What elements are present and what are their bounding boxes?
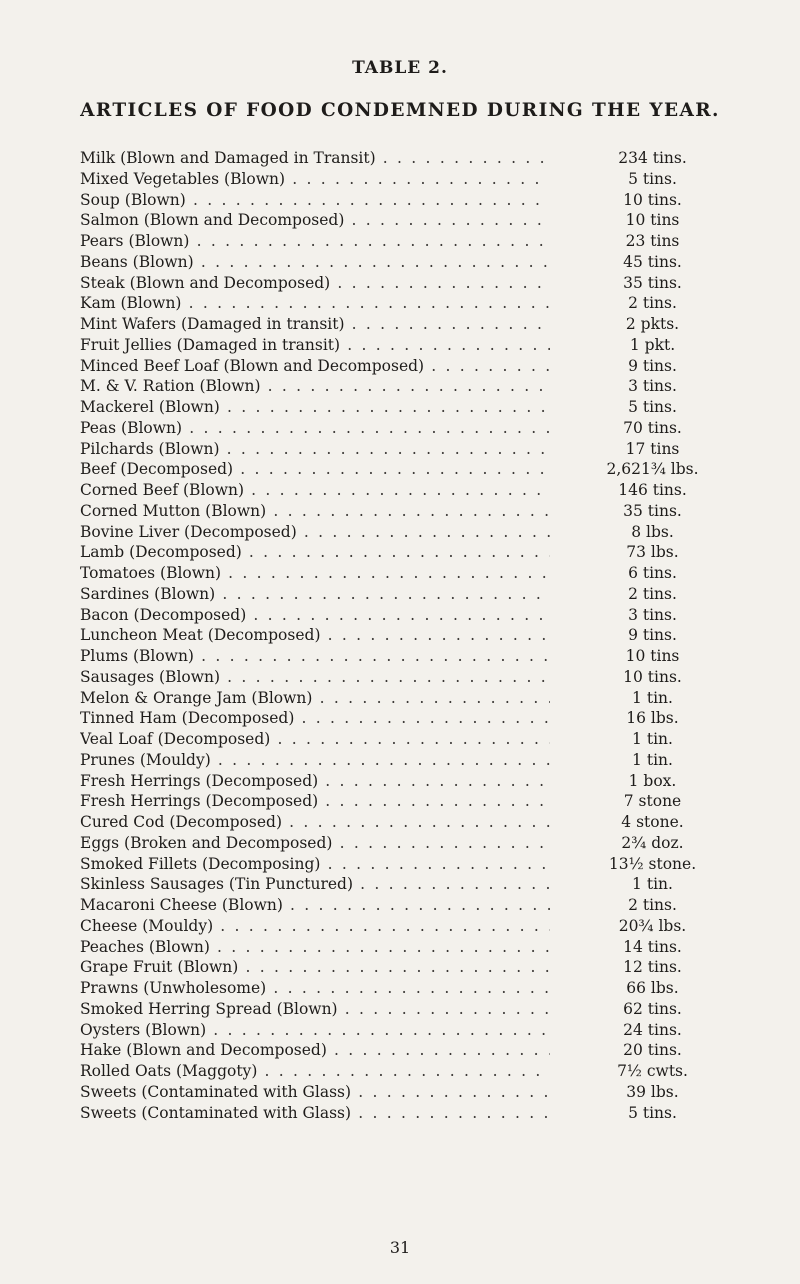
list-item [80, 190, 716, 211]
list-item [80, 335, 716, 356]
list-item [80, 397, 716, 418]
food-item-name: Plums (Blown) . . . [80, 646, 550, 667]
food-item-quantity: 8 lbs. [631, 522, 674, 541]
food-item-name: Hake (Blown and Decomposed) . . . [80, 1040, 550, 1061]
list-item [80, 501, 716, 522]
condemned-food-list [80, 148, 716, 1123]
food-item-quantity: 2 tins. [628, 584, 677, 603]
list-item [80, 833, 716, 854]
food-item-name: Kam (Blown) . . . [80, 293, 550, 314]
food-item-name: Corned Beef (Blown) . . . [80, 480, 550, 501]
food-item-quantity: 1 tin. [632, 730, 673, 748]
list-item [80, 978, 716, 999]
list-item [80, 937, 716, 958]
food-item-name: Fresh Herrings (Decomposed) . . . [80, 791, 550, 812]
food-item-quantity: 10 tins. [623, 190, 682, 209]
food-item-name: Cured Cod (Decomposed) . . . [80, 812, 550, 833]
list-item [80, 542, 716, 563]
food-item-quantity: 10 tins [625, 211, 680, 230]
food-item-name: Bacon (Decomposed) . . . [80, 605, 550, 626]
list-item [80, 854, 716, 875]
food-item-quantity: 2 pkts. [625, 315, 680, 333]
list-item [80, 584, 716, 605]
list-item [80, 729, 716, 750]
food-item-quantity: 3 tins. [628, 605, 677, 624]
list-item [80, 1103, 716, 1124]
list-item [80, 916, 716, 937]
food-item-quantity: 4 stone. [621, 813, 684, 831]
list-item [80, 252, 716, 273]
food-item-quantity: 24 tins. [623, 1020, 682, 1039]
list-item [80, 895, 716, 916]
food-item-name: Mixed Vegetables (Blown) . . . [80, 169, 550, 190]
food-item-name: Pilchards (Blown) . . . [80, 439, 550, 460]
list-item [80, 667, 716, 688]
food-item-quantity: 9 tins. [628, 356, 677, 375]
food-item-quantity: 20 tins. [623, 1041, 682, 1060]
food-item-name: Salmon (Blown and Decomposed) . . . [80, 210, 550, 231]
list-item [80, 708, 716, 729]
page-heading: ARTICLES OF FOOD CONDEMNED DURING THE YEAR. [80, 100, 720, 121]
food-item-name: Skinless Sausages (Tin Punctured) . . . [80, 874, 550, 895]
list-item [80, 314, 716, 335]
list-item [80, 522, 716, 543]
food-item-name: Tomatoes (Blown) . . . [80, 563, 550, 584]
list-item [80, 999, 716, 1020]
food-item-name: Corned Mutton (Blown) . . . [80, 501, 550, 522]
list-item [80, 812, 716, 833]
food-item-quantity: 10 tins [625, 647, 680, 665]
food-item-quantity: 23 tins [625, 232, 680, 250]
food-item-name: Luncheon Meat (Decomposed) . . . [80, 625, 550, 646]
food-item-name: Eggs (Broken and Decomposed) . . . [80, 833, 550, 854]
food-item-quantity: 6 tins. [628, 564, 677, 582]
food-item-quantity: 5 tins. [628, 169, 677, 188]
food-item-quantity: 1 tin. [632, 750, 673, 769]
list-item [80, 771, 716, 792]
food-item-name: M. & V. Ration (Blown) . . . [80, 376, 550, 397]
list-item [80, 957, 716, 978]
list-item [80, 791, 716, 812]
food-item-quantity: 1 pkt. [629, 335, 676, 354]
list-item [80, 418, 716, 439]
food-item-quantity: 35 tins. [623, 273, 682, 292]
food-item-quantity: 73 lbs. [626, 543, 679, 562]
food-item-name: Lamb (Decomposed) . . . [80, 542, 550, 563]
food-item-name: Pears (Blown) . . . [80, 231, 550, 252]
list-item [80, 376, 716, 397]
list-item [80, 356, 716, 377]
list-item [80, 1020, 716, 1041]
food-item-quantity: 146 tins. [618, 481, 687, 499]
food-item-name: Beef (Decomposed) . . . [80, 459, 550, 480]
food-item-name: Macaroni Cheese (Blown) . . . [80, 895, 550, 916]
list-item [80, 688, 716, 709]
list-item [80, 750, 716, 771]
table-label: TABLE 2. [352, 58, 448, 78]
food-item-name: Melon & Orange Jam (Blown) . . . [80, 688, 550, 709]
list-item [80, 293, 716, 314]
list-item [80, 439, 716, 460]
food-item-quantity: 17 tins [625, 439, 680, 458]
list-item [80, 563, 716, 584]
food-item-name: Prawns (Unwholesome) . . . [80, 978, 550, 999]
page-number: 31 [389, 1238, 411, 1257]
food-item-name: Milk (Blown and Damaged in Transit) . . . [80, 148, 550, 169]
food-item-quantity: 1 tin. [632, 875, 673, 894]
food-item-name: Prunes (Mouldy) . . . [80, 750, 550, 771]
food-item-quantity: 9 tins. [628, 626, 677, 645]
food-item-quantity: 70 tins. [623, 418, 682, 437]
food-item-name: Rolled Oats (Maggoty) . . . [80, 1061, 550, 1082]
food-item-quantity: 7 stone [623, 792, 682, 811]
food-item-name: Veal Loaf (Decomposed) . . . [80, 729, 550, 750]
list-item [80, 1082, 716, 1103]
food-item-name: Smoked Fillets (Decomposing) . . . [80, 854, 550, 875]
food-item-name: Fresh Herrings (Decomposed) . . . [80, 771, 550, 792]
food-item-quantity: 234 tins. [618, 149, 687, 167]
food-item-quantity: 39 lbs. [626, 1082, 679, 1101]
food-item-quantity: 20¾ lbs. [618, 916, 687, 935]
food-item-quantity: 2¾ doz. [621, 833, 684, 852]
food-item-quantity: 1 box. [628, 771, 677, 790]
food-item-name: Minced Beef Loaf (Blown and Decomposed) . . . [80, 356, 550, 377]
list-item [80, 459, 716, 480]
food-item-quantity: 62 tins. [623, 999, 682, 1018]
food-item-quantity: 66 lbs. [626, 979, 679, 997]
food-item-name: Steak (Blown and Decomposed) . . . [80, 273, 550, 294]
list-item [80, 480, 716, 501]
food-item-quantity: 12 tins. [623, 958, 682, 977]
food-item-quantity: 5 tins. [628, 1103, 677, 1122]
food-item-quantity: 2 tins. [628, 294, 677, 313]
list-item [80, 273, 716, 294]
list-item [80, 169, 716, 190]
food-item-name: Oysters (Blown) . . . [80, 1020, 550, 1041]
food-item-quantity: 35 tins. [623, 501, 682, 520]
list-item [80, 210, 716, 231]
food-item-quantity: 16 lbs. [626, 709, 679, 728]
food-item-quantity: 10 tins. [623, 667, 682, 686]
food-item-name: Sweets (Contaminated with Glass) . . . [80, 1082, 550, 1103]
list-item [80, 148, 716, 169]
food-item-quantity: 3 tins. [628, 377, 677, 396]
food-item-quantity: 2,621¾ lbs. [606, 460, 699, 479]
food-item-quantity: 7½ cwts. [617, 1062, 688, 1080]
food-item-name: Fruit Jellies (Damaged in transit) . . . [80, 335, 550, 356]
food-item-name: Smoked Herring Spread (Blown) . . . [80, 999, 550, 1020]
food-item-name: Mackerel (Blown) . . . [80, 397, 550, 418]
list-item [80, 605, 716, 626]
food-item-name: Peas (Blown) . . . [80, 418, 550, 439]
list-item [80, 874, 716, 895]
food-item-name: Sweets (Contaminated with Glass) . . . [80, 1103, 550, 1124]
food-item-name: Bovine Liver (Decomposed) . . . [80, 522, 550, 543]
food-item-name: Soup (Blown) . . . [80, 190, 550, 211]
food-item-quantity: 45 tins. [623, 252, 682, 271]
food-item-quantity: 14 tins. [623, 937, 682, 956]
list-item [80, 625, 716, 646]
food-item-name: Sausages (Blown) . . . [80, 667, 550, 688]
food-item-quantity: 2 tins. [628, 896, 677, 914]
food-item-quantity: 5 tins. [628, 398, 677, 416]
list-item [80, 1061, 716, 1082]
food-item-name: Peaches (Blown) . . . [80, 937, 550, 958]
food-item-name: Cheese (Mouldy) . . . [80, 916, 550, 937]
food-item-name: Mint Wafers (Damaged in transit) . . . [80, 314, 550, 335]
food-item-name: Sardines (Blown) . . . [80, 584, 550, 605]
food-item-quantity: 1 tin. [632, 688, 673, 707]
food-item-name: Tinned Ham (Decomposed) . . . [80, 708, 550, 729]
list-item [80, 646, 716, 667]
list-item [80, 1040, 716, 1061]
list-item [80, 231, 716, 252]
food-item-quantity: 13½ stone. [608, 854, 697, 873]
food-item-name: Grape Fruit (Blown) . . . [80, 957, 550, 978]
food-item-name: Beans (Blown) . . . [80, 252, 550, 273]
